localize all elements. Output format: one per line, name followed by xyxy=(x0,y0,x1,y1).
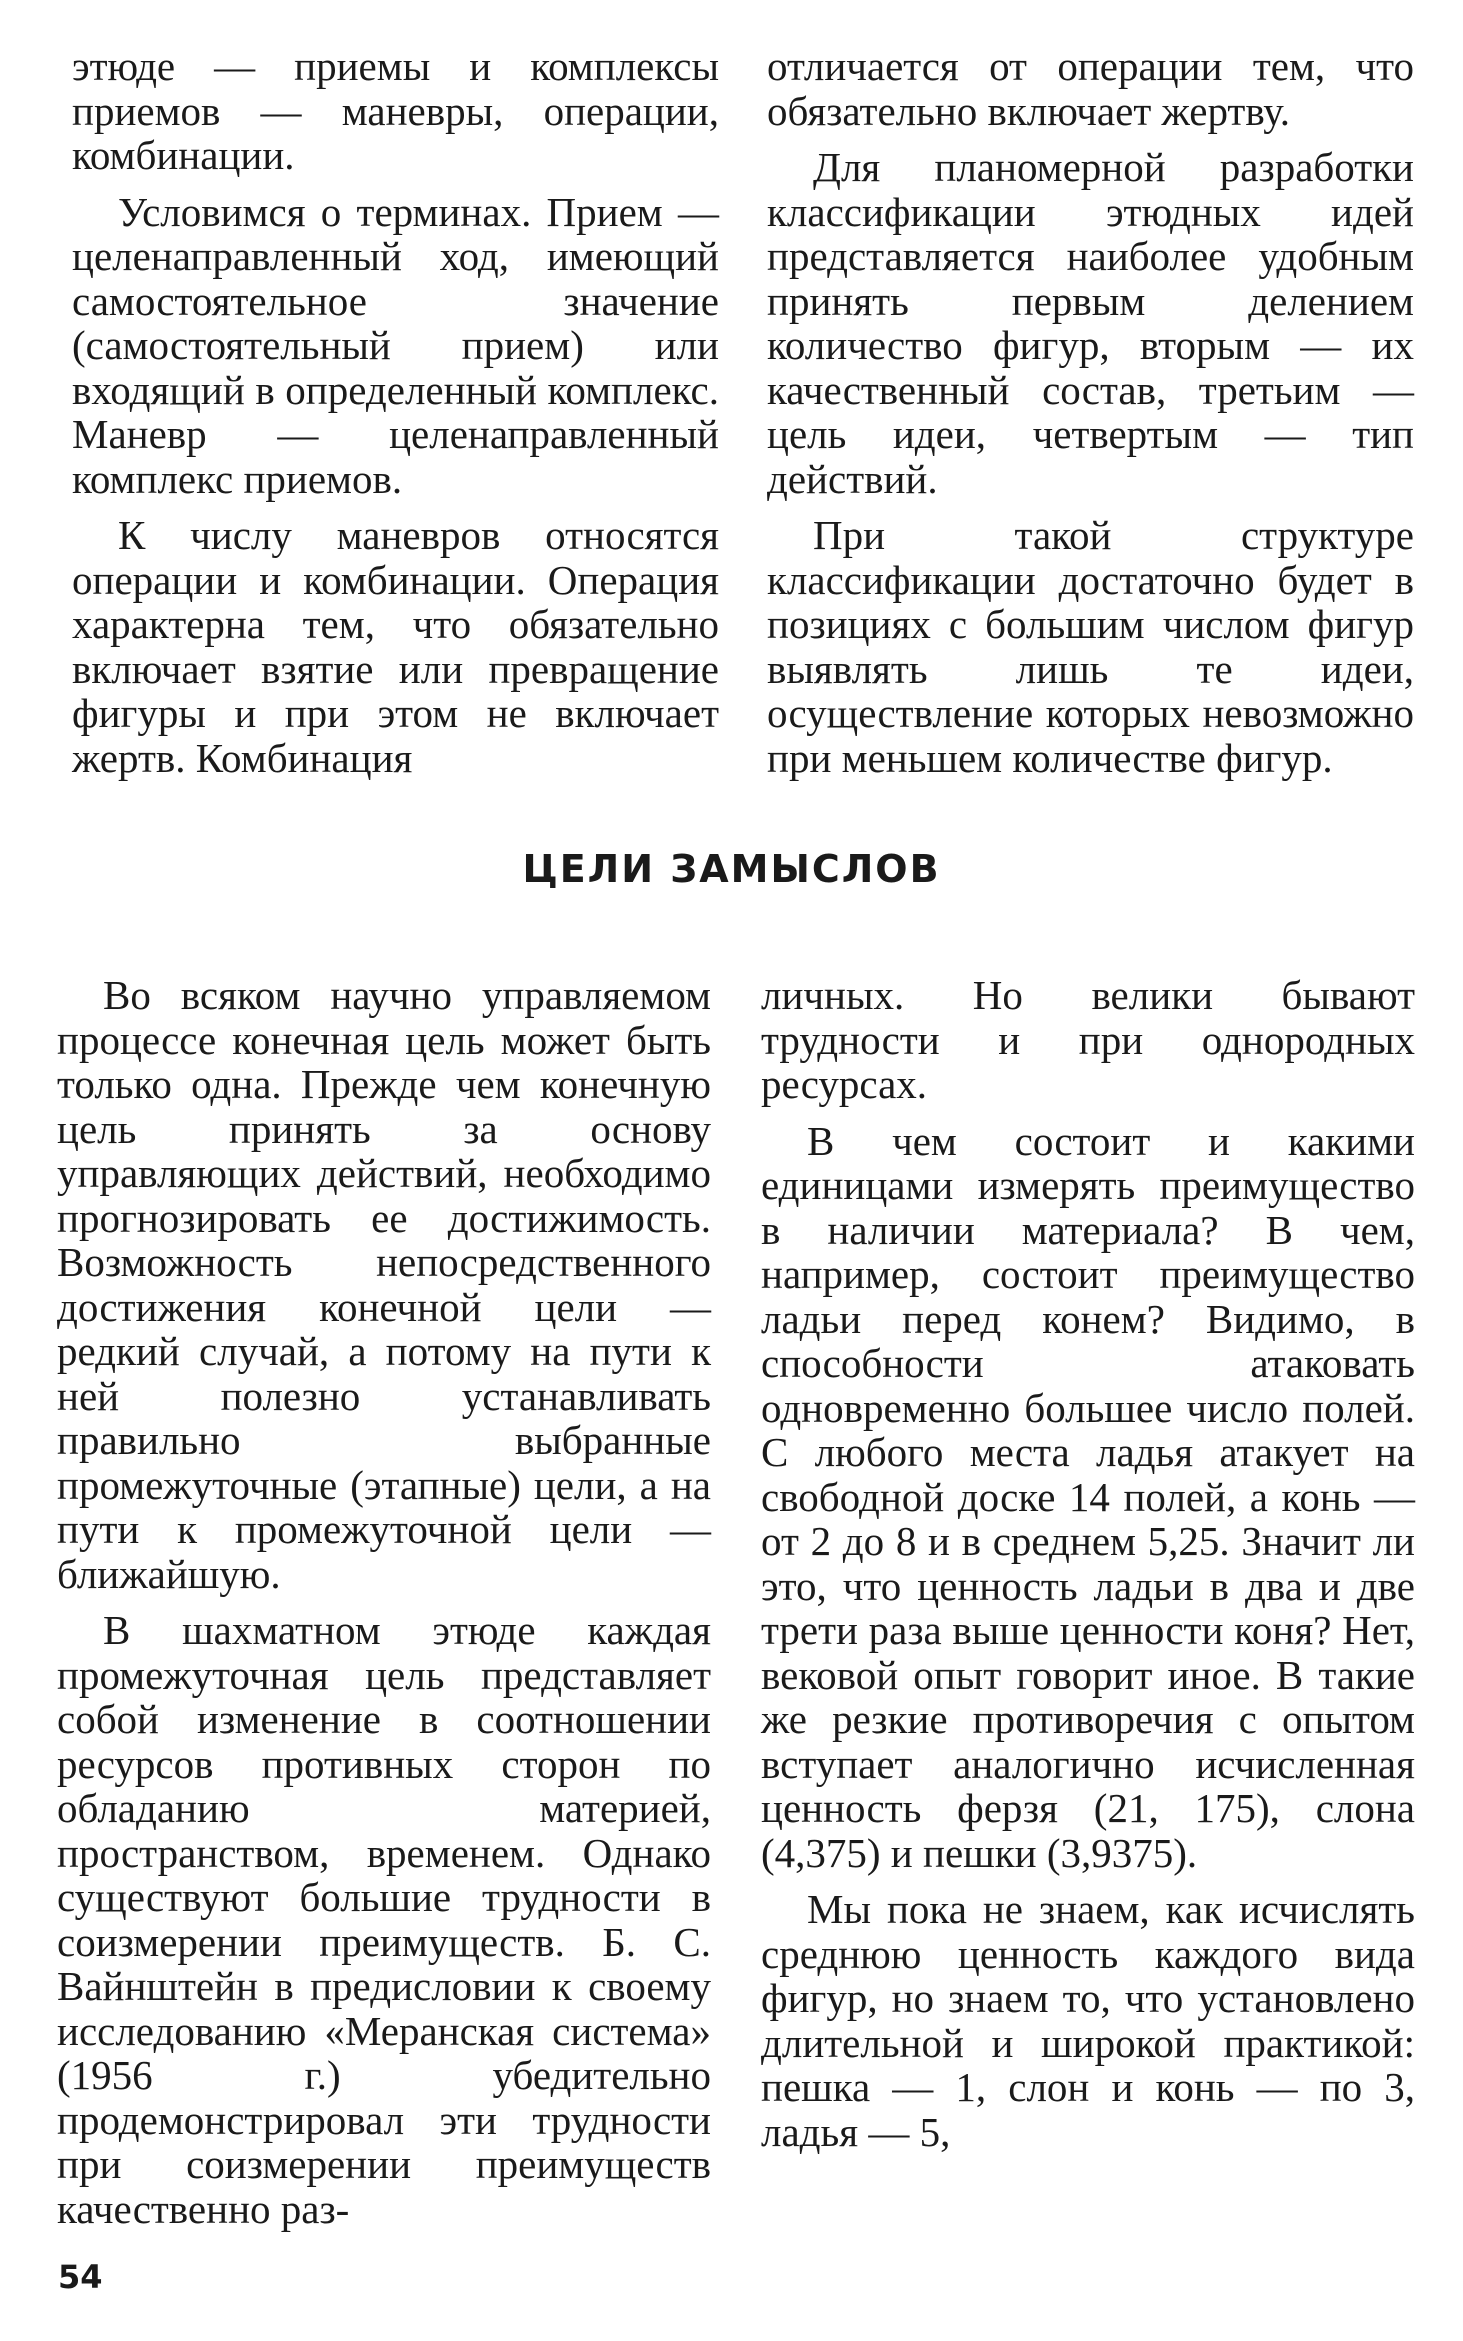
paragraph: личных. Но велики бывают трудности и при однородных ресурсах. xyxy=(761,972,1415,1107)
bottom-right-column xyxy=(761,973,1415,2154)
paragraph: Условимся о терминах. Прием — целенаправленный ход, имеющий самостоятельное значение (самостоятельный прием) или входящий в определенный комплекс. Маневр — целенаправленный комплекс приемов. xyxy=(72,188,719,502)
page-number: 54 xyxy=(58,2258,103,2296)
paragraph: В шахматном этюде каждая промежуточная цель представляет собой изменение в соотношении ресурсов противных сторон по обладанию материей, пространством, временем. Однако существуют большие трудности в соизмерении преимуществ. Б. С. Вайнштейн в предисловии к своему исследованию «Меранская система» (1956 г.) убедительно продемонстрировал эти трудности при соизмерении преимуществ качественно раз- xyxy=(57,1607,711,2232)
paragraph: Мы пока не знаем, как исчислять среднюю ценность каждого вида фигур, но знаем то, что установлено длительной и широкой практикой: пешка — 1, слон и конь — по 3, ладья — 5, xyxy=(761,1886,1415,2155)
paragraph: При такой структуре классификации достаточно будет в позициях с большим числом фигур выявлять лишь те идеи, осуществление которых невозможно при меньшем количестве фигур. xyxy=(767,512,1414,781)
top-right-column xyxy=(767,44,1414,780)
paragraph: отличается от операции тем, что обязательно включает жертву. xyxy=(767,43,1414,134)
paragraph: этюде — приемы и комплексы приемов — маневры, операции, комбинации. xyxy=(72,43,719,178)
bottom-left-column xyxy=(57,973,711,2231)
paragraph: Для планомерной разработки классификации этюдных идей представляется наиболее удобным принять первым делением количество фигур, вторым — их качественный состав, третьим — цель идеи, четвертым — тип действий. xyxy=(767,144,1414,502)
paragraph: К числу маневров относятся операции и комбинации. Операция характерна тем, что обязательно включает взятие или превращение фигуры и при этом не включает жертв. Комбинация xyxy=(72,512,719,781)
paragraph: Во всяком научно управляемом процессе конечная цель может быть только одна. Прежде чем конечную цель принять за основу управляющих действий, необходимо прогнозировать ее достижимость. Возможность непосредственного достижения конечной цели — редкий случай, а потому на пути к ней полезно устанавливать правильно выбранные промежуточные (этапные) цели, а на пути к промежуточной цели — ближайшую. xyxy=(57,972,711,1597)
section-heading: ЦЕЛИ ЗАМЫСЛОВ xyxy=(522,847,941,891)
top-left-column xyxy=(72,44,719,780)
paragraph: В чем состоит и какими единицами измерять преимущество в наличии материала? В чем, например, состоит преимущество ладьи перед конем? Видимо, в способности атаковать одновременно большее число полей. С любого места ладья атакует на свободной доске 14 полей, а конь — от 2 до 8 и в среднем 5,25. Значит ли это, что ценность ладьи в два и две трети раза выше ценности коня? Нет, вековой опыт говорит иное. В такие же резкие противоречия с опытом вступает аналогично исчисленная ценность ферзя (21, 175), слона (4,375) и пешки (3,9375). xyxy=(761,1117,1415,1876)
